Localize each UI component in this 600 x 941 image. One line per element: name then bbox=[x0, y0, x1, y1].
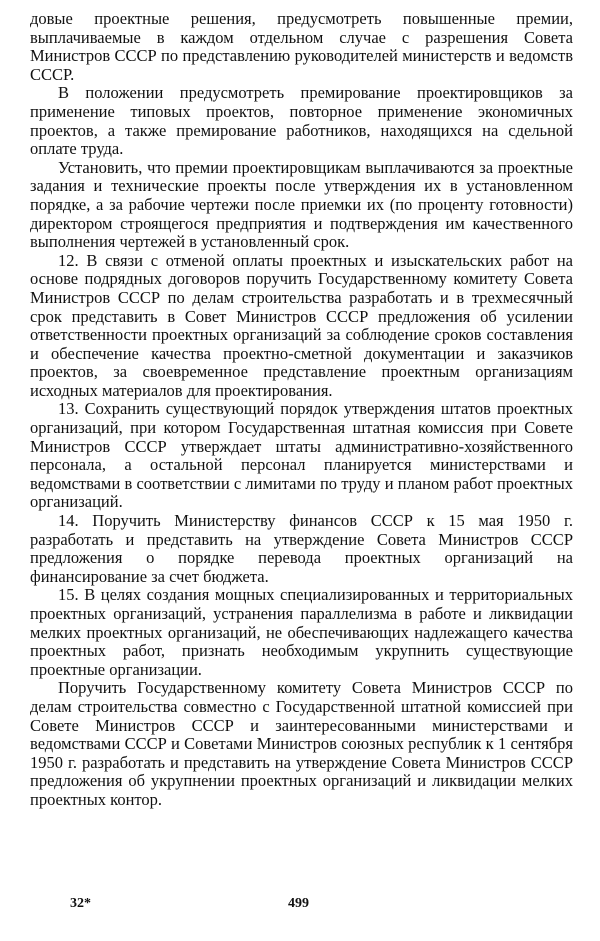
document-page bbox=[30, 10, 573, 810]
paragraph-item-12: 12. В связи с отменой оплаты проектных и изыскательских работ на основе подрядных договоров поручить Государственному комитету Совета Министров СССР по делам строительства разработать и в трехмесячный срок представить в Совет Министров СССР предложения об усилении ответственности проектных организаций за соблюдение сроков составления и обеспечение качества проектно-сметной документации и заказчиков проектов, за своевременное представление проектным организациям исходных материалов для проектирования. bbox=[30, 250, 573, 400]
page-number: 499 bbox=[288, 896, 309, 911]
paragraph-3: Установить, что премии проектировщикам выплачиваются за проектные задания и технические проекты после утверждения их в установленном порядке, а за рабочие чертежи после приемки их (по проценту готовности) директором строящегося предприятия и подтверждения им качественного выполнения чертежей в установленный срок. bbox=[30, 157, 573, 252]
paragraph-item-15: 15. В целях создания мощных специализированных и территориальных проектных организаций, устранения параллелизма в работе и ликвидации мелких проектных организаций, не обеспечивающих надлежащего качества проектных работ, признать необходимым укрупнить существующие проектные организации. bbox=[30, 585, 573, 679]
paragraph-1: довые проектные решения, предусмотреть повышенные премии, выплачиваемые в каждом отдельном случае с разрешения Совета Министров СССР по представлению руководителей министерств и ведомств СССР. bbox=[30, 9, 573, 84]
signature-mark: 32* bbox=[70, 896, 91, 911]
paragraph-item-13: 13. Сохранить существующий порядок утверждения штатов проектных организаций, при котором Государственная штатная комиссия при Совете Министров СССР утверждает штаты административно-хозяйственного персонала, а остальной персонал планируется министерствами и ведомствами в соответствии с лимитами по труду и планом работ проектных организаций. bbox=[30, 399, 573, 512]
paragraph-item-14: 14. Поручить Министерству финансов СССР к 15 мая 1950 г. разработать и представить на утверждение Совета Министров СССР предложения о порядке перевода проектных организаций на финансирование за счет бюджета. bbox=[30, 511, 573, 586]
paragraph-2: В положении предусмотреть премирование проектировщиков за применение типовых проектов, повторное применение экономичных проектов, а также премирование работников, находящихся на сдельной оплате труда. bbox=[30, 83, 573, 159]
paragraph-instruction: Поручить Государственному комитету Совета Министров СССР по делам строительства совместно с Государственной штатной комиссией при Совете Министров СССР и заинтересованными министерствами и ведомствами СССР и Советами Министров союзных республик к 1 сентября 1950 г. разработать и представить на утверждение Совета Министров СССР предложения об укрупнении проектных организаций и ликвидации мелких проектных контор. bbox=[30, 678, 573, 809]
